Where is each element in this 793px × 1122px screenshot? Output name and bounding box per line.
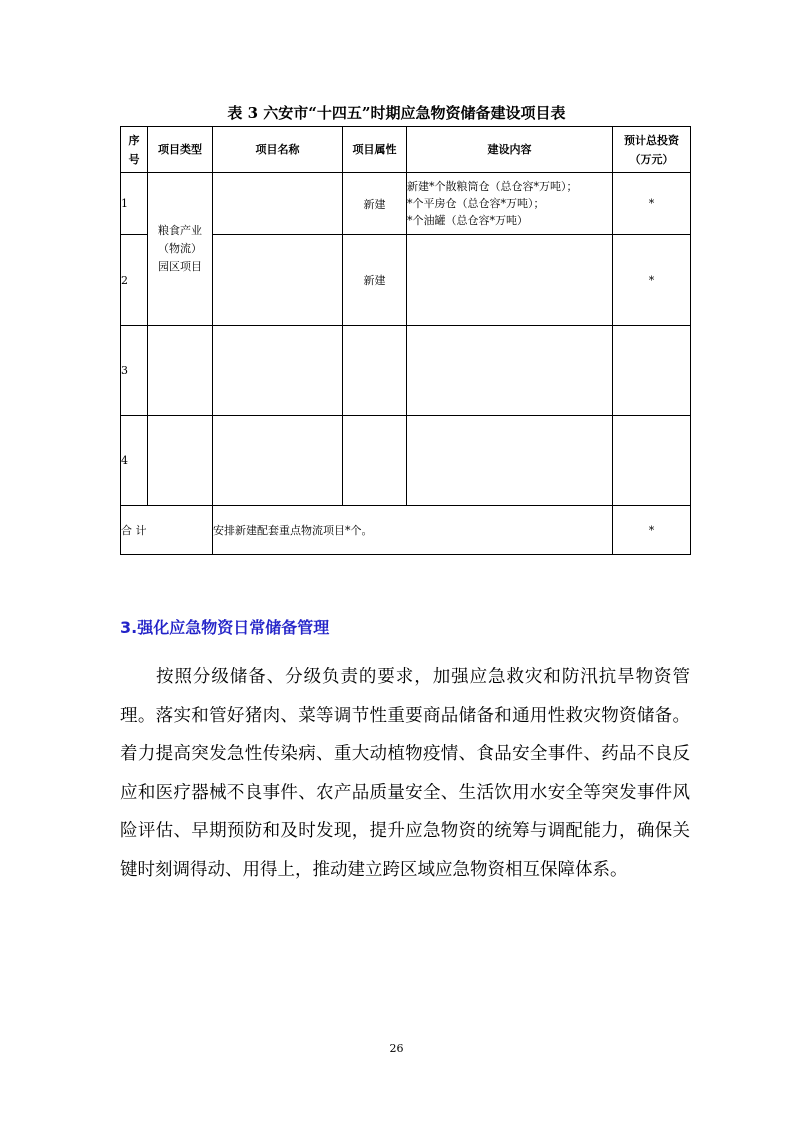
content-line: 新建*个散粮筒仓（总仓容*万吨）； bbox=[407, 180, 578, 193]
table-caption: 表 3 六安市“十四五”时期应急物资储备建设项目表 bbox=[227, 104, 566, 122]
type-line: 园区项目 bbox=[158, 260, 202, 273]
footer-text: 安排新建配套重点物流项目*个。 bbox=[213, 506, 613, 555]
row-content bbox=[407, 416, 613, 506]
row-content bbox=[407, 235, 613, 326]
row-attr bbox=[343, 326, 407, 416]
row-invest: * bbox=[613, 173, 691, 235]
row-seq: 1 bbox=[121, 173, 148, 235]
header-invest-line1: 预计总投资 bbox=[624, 133, 679, 147]
body-text bbox=[120, 658, 690, 889]
footer-invest: * bbox=[613, 506, 691, 555]
row-type-merged bbox=[148, 173, 213, 326]
row-seq: 4 bbox=[121, 416, 148, 506]
footer-label: 合 计 bbox=[121, 506, 213, 555]
row-attr: 新建 bbox=[343, 173, 407, 235]
header-seq bbox=[121, 127, 148, 173]
header-seq-line1: 序 bbox=[128, 133, 140, 147]
table-header-row bbox=[121, 127, 691, 173]
row-name bbox=[213, 416, 343, 506]
table-row bbox=[121, 416, 691, 506]
header-seq-line2: 号 bbox=[128, 152, 140, 166]
row-name bbox=[213, 326, 343, 416]
row-invest: * bbox=[613, 235, 691, 326]
row-content bbox=[407, 173, 613, 235]
header-type: 项目类型 bbox=[148, 127, 213, 173]
row-attr bbox=[343, 416, 407, 506]
project-table bbox=[120, 126, 691, 555]
header-attr: 项目属性 bbox=[343, 127, 407, 173]
type-line: （物流） bbox=[158, 242, 202, 255]
content-line: *个平房仓（总仓容*万吨）； bbox=[407, 197, 545, 210]
row-invest bbox=[613, 416, 691, 506]
row-invest bbox=[613, 326, 691, 416]
table-footer-row bbox=[121, 506, 691, 555]
row-seq: 2 bbox=[121, 235, 148, 326]
row-type bbox=[148, 416, 213, 506]
header-invest bbox=[613, 127, 691, 173]
table-row bbox=[121, 173, 691, 235]
section-heading: 3.强化应急物资日常储备管理 bbox=[120, 618, 330, 637]
header-content: 建设内容 bbox=[407, 127, 613, 173]
type-line: 粮食产业 bbox=[158, 224, 202, 237]
page-number: 26 bbox=[389, 1042, 404, 1055]
content-line: *个油罐（总仓容*万吨） bbox=[407, 214, 528, 227]
row-attr: 新建 bbox=[343, 235, 407, 326]
row-name bbox=[213, 173, 343, 235]
header-invest-line2: （万元） bbox=[629, 152, 674, 166]
row-seq: 3 bbox=[121, 326, 148, 416]
table-row bbox=[121, 326, 691, 416]
row-name bbox=[213, 235, 343, 326]
row-type bbox=[148, 326, 213, 416]
row-content bbox=[407, 326, 613, 416]
body-paragraph: 按照分级储备、分级负责的要求，加强应急救灾和防汛抗旱物资管理。落实和管好猪肉、菜等调节性重要商品储备和通用性救灾物资储备。着力提高突发急性传染病、重大动植物疫情、食品安全事件、药品不良反应和医疗器械不良事件、农产品质量安全、生活饮用水安全等突发事件风险评估、早期预防和及时发现，提升应急物资的统筹与调配能力，确保关键时刻调得动、用得上，推动建立跨区域应急物资相互保障体系。 bbox=[120, 667, 690, 880]
header-name: 项目名称 bbox=[213, 127, 343, 173]
